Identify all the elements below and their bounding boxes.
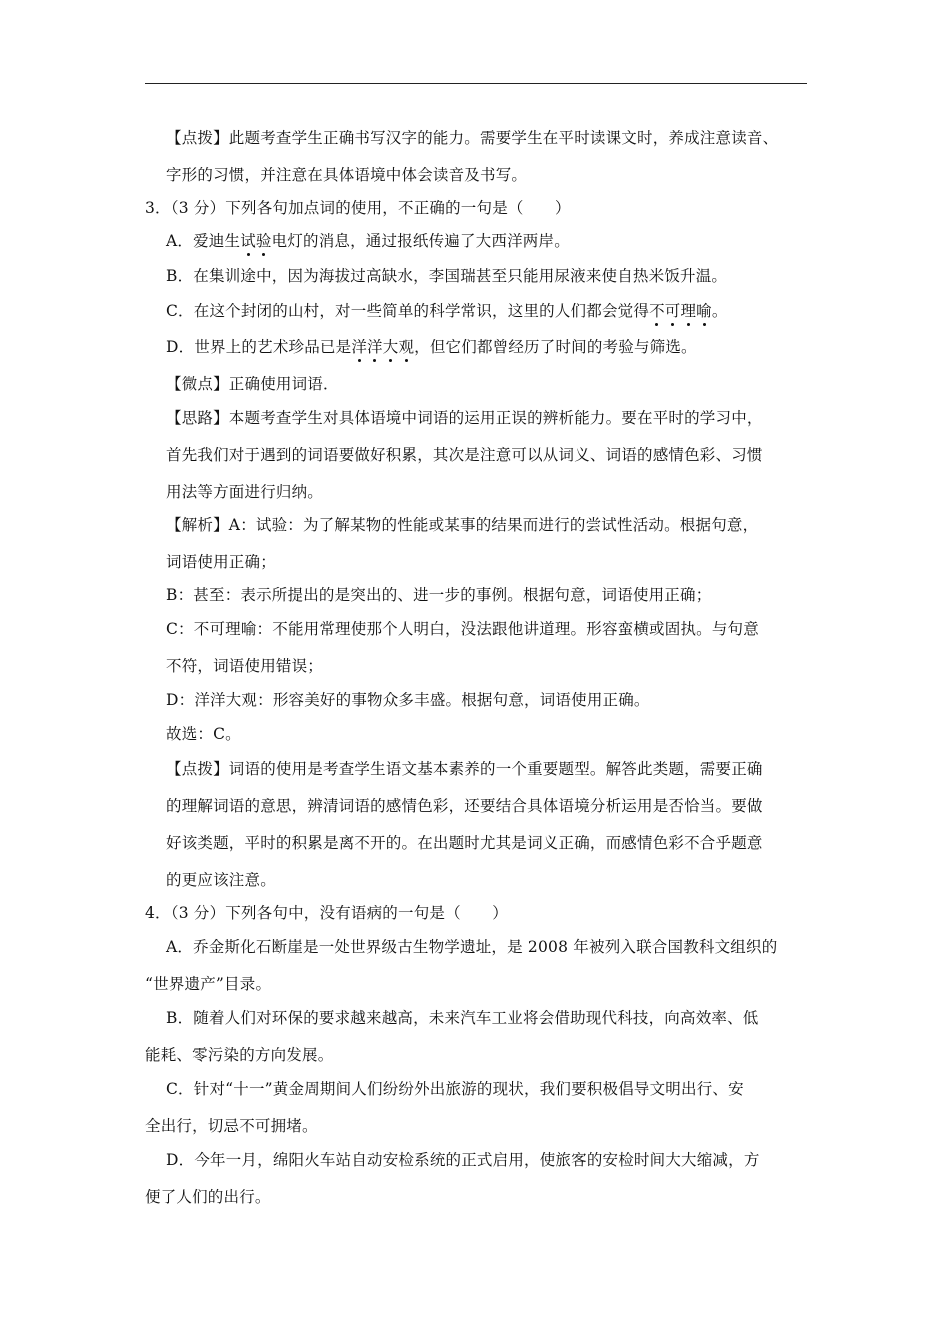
q3-hint-line: 【点拨】词语的使用是考查学生语文基本素养的一个重要题型。解答此类题，需要正确 [166,760,763,778]
q4-option-c-cont: 全出行，切忌不可拥堵。 [145,1117,318,1135]
q3-idea-line: 用法等方面进行归纳。 [166,483,324,501]
q3-analysis-line: 【解析】A：试验：为了解某物的性能或某事的结果而进行的尝试性活动。根据句意， [166,516,759,534]
q3-option-c: C．在这个封闭的山村，对一些简单的科学常识，这里的人们都会觉得不可理喻。 [166,302,728,320]
q3-analysis-line: D：洋洋大观：形容美好的事物众多丰盛。根据句意，词语使用正确。 [166,691,650,709]
q3-option-b: B．在集训途中，因为海拔过高缺水，李国瑞甚至只能用尿液来使自热米饭升温。 [166,267,728,285]
q3-hint-line: 的理解词语的意思，辨清词语的感情色彩，还要结合具体语境分析运用是否恰当。要做 [166,797,763,815]
q3-analysis-line: 不符，词语使用错误； [166,657,324,675]
q3-hint-line: 的更应该注意。 [166,871,276,889]
q3-analysis-line: C：不可理喻：不能用常理使那个人明白，没法跟他讲道理。形容蛮横或固执。与句意 [166,620,759,638]
hint-line: 【点拨】此题考查学生正确书写汉字的能力。需要学生在平时读课文时，养成注意读音、 [166,129,779,147]
q3-option-d: D．世界上的艺术珍品已是洋洋大观，但它们都曾经历了时间的考验与筛选。 [166,338,697,356]
q4-option-d-cont: 便了人们的出行。 [145,1188,271,1206]
question-3-stem: 3．（3 分）下列各句加点词的使用，不正确的一句是（ ） [145,199,571,217]
q4-option-d: D．今年一月，绵阳火车站自动安检系统的正式启用，使旅客的安检时间大大缩减，方 [166,1151,760,1169]
question-4-stem: 4．（3 分）下列各句中，没有语病的一句是（ ） [145,904,508,922]
q4-option-c: C．针对“十一”黄金周期间人们纷纷外出旅游的现状，我们要积极倡导文明出行、安 [166,1080,744,1098]
q4-option-a: A．乔金斯化石断崖是一处世界级古生物学遗址，是 2008 年被列入联合国教科文组织的 [166,938,778,956]
q3-point: 【微点】正确使用词语． [166,375,339,393]
hint-line: 字形的习惯，并注意在具体语境中体会读音及书写。 [166,166,528,184]
q3-hint-line: 好该类题，平时的积累是离不开的。在出题时尤其是词义正确，而感情色彩不合乎题意 [166,834,763,852]
q3-analysis-line: 词语使用正确； [166,553,276,571]
q3-idea-line: 【思路】本题考查学生对具体语境中词语的运用正误的辨析能力。要在平时的学习中， [166,409,763,427]
q3-answer: 故选：C。 [166,725,241,743]
q4-option-b: B．随着人们对环保的要求越来越高，未来汽车工业将会借助现代科技，向高效率、低 [166,1009,759,1027]
q3-analysis-line: B：甚至：表示所提出的是突出的、进一步的事例。根据句意，词语使用正确； [166,586,712,604]
q3-idea-line: 首先我们对于遇到的词语要做好积累，其次是注意可以从词义、词语的感情色彩、习惯 [166,446,763,464]
q4-option-a-cont: “世界遗产”目录。 [145,975,272,993]
q4-option-b-cont: 能耗、零污染的方向发展。 [145,1046,334,1064]
header-rule [145,83,807,84]
q3-option-a: A．爱迪生试验电灯的消息，通过报纸传遍了大西洋两岸。 [166,232,570,250]
